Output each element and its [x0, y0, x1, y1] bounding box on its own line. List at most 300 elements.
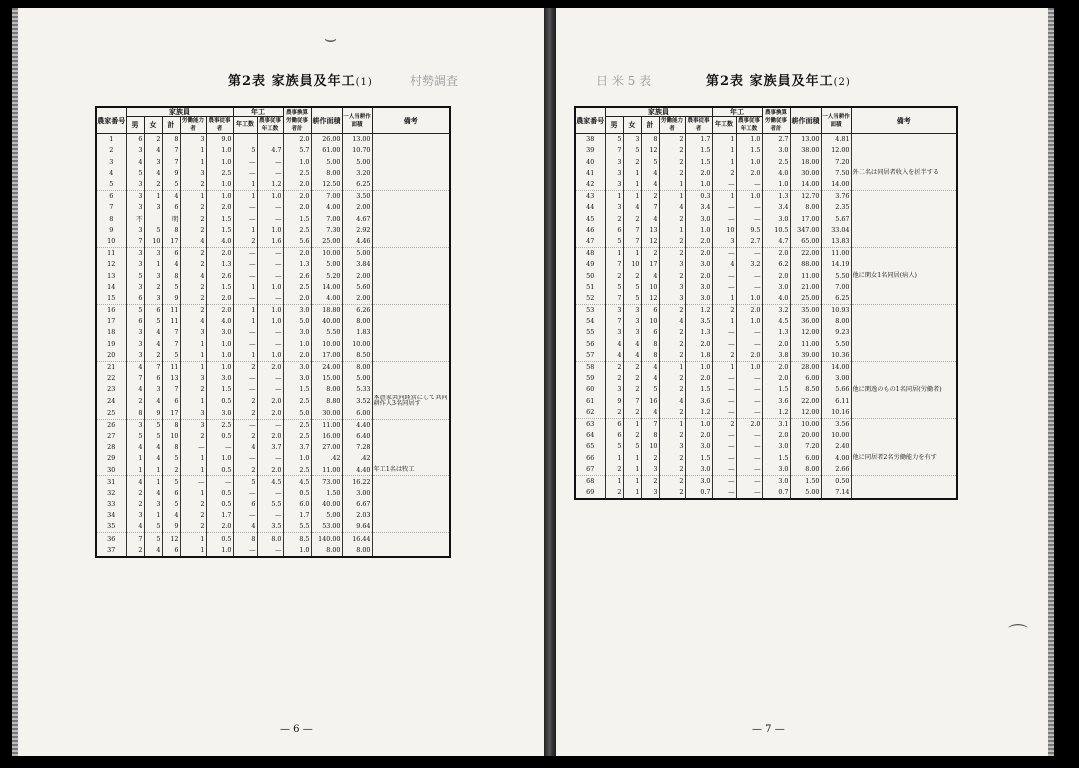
- table-cell: 5: [162, 453, 180, 464]
- table-cell: 4: [180, 316, 206, 327]
- table-cell: —: [233, 338, 257, 349]
- table-cell: 5: [605, 236, 623, 248]
- table-cell: 14.00: [821, 361, 851, 373]
- table-cell: 5: [126, 168, 144, 179]
- table-cell: 10.70: [342, 145, 372, 156]
- table-cell: 4: [126, 384, 144, 395]
- table-cell: 2: [641, 475, 659, 487]
- table-cell: 2: [605, 487, 623, 499]
- table-cell: 2: [623, 407, 641, 419]
- table-cell: 4: [180, 236, 206, 248]
- table-cell: 3: [144, 384, 162, 395]
- table-cell: 6.00: [790, 452, 821, 463]
- table-cell: 10.36: [821, 350, 851, 362]
- table-row: [96, 384, 450, 395]
- table-cell: 4: [641, 270, 659, 281]
- table-cell: 6.2: [762, 259, 790, 270]
- table-cell: [144, 213, 162, 224]
- remark-cell: [372, 179, 450, 191]
- table-cell: 8.00: [821, 316, 851, 327]
- household-number-cell: 6: [96, 190, 126, 202]
- table-cell: 7: [605, 145, 623, 156]
- table-cell: 3.20: [342, 168, 372, 179]
- table-cell: 8.00: [790, 202, 821, 213]
- table-cell: 1: [233, 190, 257, 202]
- table-cell: 2.6: [206, 270, 233, 281]
- table-cell: 1: [659, 418, 685, 430]
- table-cell: 1: [712, 156, 736, 167]
- left-bleedthrough-text: 村勢調査: [410, 74, 459, 88]
- table-cell: 3: [126, 202, 144, 213]
- table-cell: 1.0: [206, 190, 233, 202]
- table-cell: 1.5: [283, 384, 311, 395]
- table-cell: 16.22: [342, 476, 372, 488]
- table-cell: —: [736, 475, 762, 487]
- table-row: [575, 395, 957, 406]
- table-cell: 5: [623, 441, 641, 452]
- table-cell: 5: [641, 384, 659, 395]
- table-row: [96, 225, 450, 236]
- table-cell: 5.0: [283, 407, 311, 419]
- table-cell: 1: [180, 533, 206, 545]
- table-row: [96, 134, 450, 146]
- table-cell: 4: [659, 316, 685, 327]
- table-cell: 2.6: [283, 270, 311, 281]
- table-cell: 2.0: [283, 247, 311, 259]
- table-cell: 2.0: [762, 373, 790, 384]
- table-row: [575, 134, 957, 146]
- table-cell: —: [257, 156, 283, 167]
- remark-cell: [372, 476, 450, 488]
- table-cell: 1.0: [206, 545, 233, 557]
- table-cell: 1: [180, 145, 206, 156]
- table-cell: 11.00: [821, 247, 851, 259]
- table-cell: 1: [623, 179, 641, 191]
- table-cell: 12.00: [790, 327, 821, 338]
- table-cell: 3: [126, 259, 144, 270]
- table-cell: 3.0: [283, 361, 311, 373]
- table-cell: 2.0: [257, 464, 283, 476]
- table-cell: —: [712, 441, 736, 452]
- table-cell: 8.50: [790, 384, 821, 395]
- col-total: 計: [162, 117, 180, 134]
- table-cell: —: [206, 442, 233, 453]
- table-cell: —: [233, 202, 257, 213]
- table-cell: 1.0: [736, 361, 762, 373]
- table-cell: 8: [162, 270, 180, 281]
- table-cell: 3: [623, 134, 641, 146]
- table-cell: 1.0: [736, 293, 762, 305]
- table-cell: 7.30: [311, 225, 342, 236]
- table-cell: 1.0: [736, 190, 762, 202]
- table-cell: 3: [712, 236, 736, 248]
- remark-cell: [372, 373, 450, 384]
- table-cell: 3: [659, 281, 685, 292]
- remark-cell: [851, 281, 957, 292]
- table-row: [96, 293, 450, 305]
- table-cell: 16: [641, 395, 659, 406]
- table-row: [96, 236, 450, 248]
- col-annual-worker: 年工: [712, 107, 762, 117]
- table-cell: 1: [180, 156, 206, 167]
- table-cell: 7: [605, 316, 623, 327]
- household-number-cell: 30: [96, 464, 126, 476]
- remark-cell: [372, 145, 450, 156]
- left-page: [18, 8, 548, 756]
- table-cell: 5.33: [342, 384, 372, 395]
- col-engaged-farm: 農事従事者: [206, 117, 233, 134]
- remark-cell: [851, 293, 957, 305]
- table-cell: —: [712, 487, 736, 499]
- table-cell: 5: [162, 179, 180, 191]
- table-cell: 1.50: [790, 475, 821, 487]
- household-number-cell: 37: [96, 545, 126, 557]
- table-cell: 12: [641, 293, 659, 305]
- table-cell: 40.00: [311, 316, 342, 327]
- table-row: [575, 430, 957, 441]
- household-number-cell: 10: [96, 236, 126, 248]
- table-cell: 17.00: [311, 350, 342, 362]
- table-cell: 27.00: [311, 442, 342, 453]
- table-cell: 1.0: [685, 225, 712, 236]
- table-cell: 11: [162, 304, 180, 316]
- table-cell: 2: [126, 499, 144, 510]
- table-cell: 3: [126, 225, 144, 236]
- table-cell: 3: [623, 327, 641, 338]
- table-cell: 7: [641, 418, 659, 430]
- table-cell: 5: [144, 533, 162, 545]
- table-cell: 1.0: [257, 304, 283, 316]
- table-row: [575, 418, 957, 430]
- table-row: [575, 373, 957, 384]
- table-cell: 6: [126, 293, 144, 305]
- table-cell: 1.0: [206, 350, 233, 362]
- table-cell: 2.5: [283, 225, 311, 236]
- table-cell: 6: [605, 225, 623, 236]
- table-cell: 2: [233, 431, 257, 442]
- household-number-cell: 61: [575, 395, 605, 406]
- table-cell: 3: [126, 145, 144, 156]
- table-cell: 1.2: [685, 304, 712, 316]
- household-number-cell: 67: [575, 463, 605, 475]
- table-cell: 7.00: [311, 190, 342, 202]
- household-number-cell: 40: [575, 156, 605, 167]
- table-cell: 6: [144, 304, 162, 316]
- table-cell: 2.92: [342, 225, 372, 236]
- table-cell: 6: [162, 202, 180, 213]
- table-cell: 1.7: [206, 510, 233, 521]
- table-cell: 2: [144, 350, 162, 362]
- table-row: [96, 533, 450, 545]
- household-number-cell: 66: [575, 452, 605, 463]
- table-cell: 3.5: [685, 316, 712, 327]
- table-cell: 2: [180, 304, 206, 316]
- col-female: 女: [144, 117, 162, 134]
- table-cell: 1: [180, 190, 206, 202]
- table-cell: 2.0: [685, 430, 712, 441]
- col-household-no: 農家番号: [575, 107, 605, 134]
- table-cell: 5: [144, 521, 162, 533]
- table-cell: 4: [233, 521, 257, 533]
- table-cell: 8: [641, 338, 659, 349]
- household-number-cell: 20: [96, 350, 126, 362]
- table-cell: 7.14: [821, 487, 851, 499]
- table-cell: 9: [605, 395, 623, 406]
- table-cell: —: [712, 463, 736, 475]
- table-cell: 2: [144, 134, 162, 146]
- table-cell: 1: [233, 281, 257, 292]
- table-cell: 3: [605, 327, 623, 338]
- table-cell: 2.0: [762, 270, 790, 281]
- table-cell: —: [233, 156, 257, 167]
- table-cell: 2.0: [283, 350, 311, 362]
- table-cell: 2: [233, 407, 257, 419]
- table-row: [96, 259, 450, 270]
- table-cell: 2.00: [342, 202, 372, 213]
- table-row: [96, 350, 450, 362]
- household-number-cell: 44: [575, 202, 605, 213]
- remark-cell: [851, 179, 957, 191]
- household-number-cell: 59: [575, 373, 605, 384]
- remark-cell: 年工1名は牧工: [372, 464, 450, 476]
- table-cell: 2: [180, 499, 206, 510]
- table-cell: 3: [180, 168, 206, 179]
- table-cell: 1.5: [206, 281, 233, 292]
- table-cell: 3.56: [821, 418, 851, 430]
- left-title-suffix: (1): [355, 77, 373, 88]
- table-cell: 3.0: [283, 327, 311, 338]
- table-cell: 1: [605, 190, 623, 202]
- table-row: [575, 407, 957, 419]
- remark-cell: [372, 236, 450, 248]
- table-cell: 13.83: [821, 236, 851, 248]
- table-cell: 28.00: [790, 361, 821, 373]
- table-cell: 2.5: [283, 395, 311, 407]
- table-cell: 2: [641, 190, 659, 202]
- left-title-text: 第2表 家族員及年工: [228, 74, 356, 89]
- col-area: 耕作面積: [311, 107, 342, 134]
- table-cell: —: [736, 270, 762, 281]
- table-cell: 1.2: [685, 407, 712, 419]
- table-cell: 3.8: [762, 350, 790, 362]
- table-cell: 3.5: [257, 521, 283, 533]
- table-row: [96, 464, 450, 476]
- table-cell: 8.50: [342, 350, 372, 362]
- table-cell: 1: [623, 418, 641, 430]
- table-row: [96, 510, 450, 521]
- table-row: [96, 327, 450, 338]
- col-converted: 農事換算労働従事者計: [762, 107, 790, 134]
- table-cell: 5.67: [821, 213, 851, 224]
- table-cell: —: [736, 487, 762, 499]
- table-cell: 30.00: [311, 407, 342, 419]
- table-cell: 1.0: [685, 179, 712, 191]
- table-cell: 2: [180, 259, 206, 270]
- table-cell: 5: [623, 145, 641, 156]
- table-cell: 22.00: [790, 395, 821, 406]
- left-page-title: [228, 70, 373, 89]
- remark-cell: [372, 431, 450, 442]
- table-cell: 2: [180, 510, 206, 521]
- table-cell: 1: [144, 476, 162, 488]
- table-cell: —: [736, 395, 762, 406]
- remark-cell: 他に閑逸のもの1名同居(労働者): [851, 384, 957, 395]
- table-cell: 2: [180, 247, 206, 259]
- table-cell: 5: [162, 499, 180, 510]
- table-cell: 8: [641, 134, 659, 146]
- remark-cell: [851, 316, 957, 327]
- table-cell: 2: [144, 179, 162, 191]
- left-data-table: [95, 106, 451, 558]
- table-cell: 3.7: [283, 442, 311, 453]
- table-cell: 12.70: [790, 190, 821, 202]
- table-row: [96, 419, 450, 431]
- household-number-cell: 9: [96, 225, 126, 236]
- table-cell: 5.0: [283, 316, 311, 327]
- table-cell: 1: [144, 259, 162, 270]
- table-cell: 1.0: [257, 281, 283, 292]
- table-cell: 2.0: [736, 418, 762, 430]
- table-cell: 1: [144, 510, 162, 521]
- table-cell: 4: [144, 395, 162, 407]
- table-cell: —: [233, 419, 257, 431]
- table-cell: 2: [659, 327, 685, 338]
- table-cell: 36.00: [790, 316, 821, 327]
- table-cell: 5: [144, 225, 162, 236]
- table-cell: 3: [126, 338, 144, 349]
- table-cell: —: [257, 384, 283, 395]
- table-cell: 5.5: [257, 499, 283, 510]
- table-cell: 17: [162, 407, 180, 419]
- remark-cell: [372, 533, 450, 545]
- table-cell: 2: [623, 213, 641, 224]
- table-cell: 4.00: [311, 293, 342, 305]
- table-cell: 1: [623, 475, 641, 487]
- table-cell: 30.00: [790, 168, 821, 179]
- table-cell: 不: [126, 213, 144, 224]
- table-cell: 5.00: [311, 510, 342, 521]
- table-cell: 10.93: [821, 304, 851, 316]
- table-cell: 4.5: [283, 476, 311, 488]
- remark-cell: [372, 270, 450, 281]
- table-row: [96, 156, 450, 167]
- table-cell: —: [233, 168, 257, 179]
- household-number-cell: 63: [575, 418, 605, 430]
- table-row: [575, 247, 957, 259]
- table-cell: 5.20: [311, 270, 342, 281]
- table-cell: 1.6: [257, 236, 283, 248]
- table-cell: 2: [659, 475, 685, 487]
- table-cell: 5.5: [283, 521, 311, 533]
- table-cell: 3.0: [685, 475, 712, 487]
- table-cell: 6: [162, 395, 180, 407]
- household-number-cell: 49: [575, 259, 605, 270]
- table-cell: —: [257, 510, 283, 521]
- table-cell: 4: [144, 545, 162, 557]
- table-row: [96, 545, 450, 557]
- col-farm-annual: 農事従事年工数: [737, 118, 760, 132]
- table-cell: 2.0: [206, 293, 233, 305]
- table-cell: 1.5: [206, 213, 233, 224]
- table-cell: 2: [180, 293, 206, 305]
- table-cell: 1.0: [257, 316, 283, 327]
- household-number-cell: 62: [575, 407, 605, 419]
- table-cell: 1: [126, 453, 144, 464]
- household-number-cell: 19: [96, 338, 126, 349]
- table-cell: 1: [233, 350, 257, 362]
- table-cell: 5.6: [283, 236, 311, 248]
- table-cell: 1.5: [685, 145, 712, 156]
- table-cell: 5: [233, 145, 257, 156]
- table-cell: 10.16: [821, 407, 851, 419]
- remark-cell: [372, 407, 450, 419]
- table-cell: 1.5: [685, 452, 712, 463]
- table-cell: 2: [659, 452, 685, 463]
- table-cell: —: [233, 327, 257, 338]
- table-cell: 5: [641, 156, 659, 167]
- household-number-cell: 7: [96, 202, 126, 213]
- household-number-cell: 41: [575, 168, 605, 179]
- remark-cell: [851, 463, 957, 475]
- table-cell: 4: [180, 270, 206, 281]
- table-cell: 3: [126, 327, 144, 338]
- table-cell: 16.00: [311, 431, 342, 442]
- table-cell: 2: [605, 407, 623, 419]
- table-cell: 17: [641, 259, 659, 270]
- table-cell: 4: [659, 202, 685, 213]
- table-cell: 2: [126, 395, 144, 407]
- col-family: 家族員: [605, 107, 712, 117]
- table-row: [96, 453, 450, 464]
- table-cell: —: [712, 407, 736, 419]
- table-cell: 3: [144, 499, 162, 510]
- table-cell: 2: [180, 202, 206, 213]
- table-cell: —: [712, 281, 736, 292]
- table-cell: 2: [605, 361, 623, 373]
- table-cell: —: [257, 293, 283, 305]
- table-cell: 2: [659, 156, 685, 167]
- table-row: [96, 190, 450, 202]
- table-row: [96, 431, 450, 442]
- table-cell: —: [257, 259, 283, 270]
- remark-cell: [372, 361, 450, 373]
- remark-cell: [372, 202, 450, 213]
- table-cell: 2: [659, 270, 685, 281]
- table-cell: 39.00: [790, 350, 821, 362]
- remark-cell: [851, 213, 957, 224]
- household-number-cell: 18: [96, 327, 126, 338]
- table-cell: 3: [180, 419, 206, 431]
- table-cell: 2: [659, 145, 685, 156]
- table-cell: 3: [605, 179, 623, 191]
- table-cell: 8.00: [342, 545, 372, 557]
- remark-cell: [851, 487, 957, 499]
- table-cell: 14.00: [790, 179, 821, 191]
- table-cell: 12.50: [311, 179, 342, 191]
- table-cell: 1: [180, 453, 206, 464]
- col-annual-worker: 年工: [233, 107, 283, 117]
- table-cell: 3.76: [821, 190, 851, 202]
- table-cell: 53.00: [311, 521, 342, 533]
- table-cell: —: [712, 179, 736, 191]
- table-cell: —: [233, 293, 257, 305]
- table-cell: 1.0: [283, 453, 311, 464]
- household-number-cell: 47: [575, 236, 605, 248]
- table-cell: 4: [659, 395, 685, 406]
- table-cell: 2: [712, 304, 736, 316]
- table-cell: 1: [623, 463, 641, 475]
- table-cell: 3: [180, 134, 206, 146]
